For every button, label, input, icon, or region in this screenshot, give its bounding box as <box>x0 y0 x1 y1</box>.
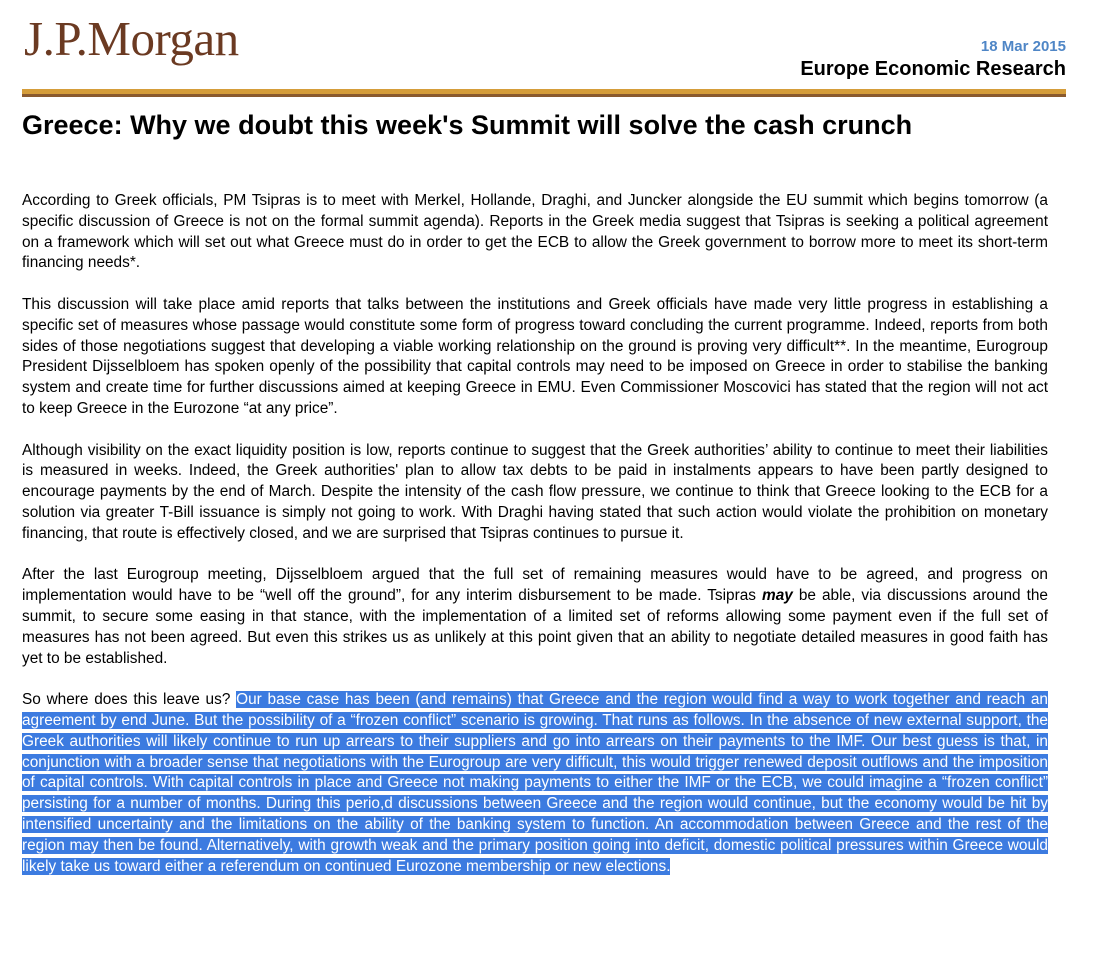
paragraph-4-text-before: After the last Eurogroup meeting, Dijsselbloem argued that the full set of remaining measures would have to be agreed, and progress on implementation would have to be “well off the ground”, for any interim disbursement to be made. Tsipras <box>22 566 1048 605</box>
paragraph-4 <box>22 565 1048 669</box>
document-title: Greece: Why we doubt this week's Summit will solve the cash crunch <box>22 110 913 140</box>
report-date: 18 Mar 2015 <box>980 38 1066 55</box>
paragraph-1: According to Greek officials, PM Tsipras is to meet with Merkel, Hollande, Draghi, and Juncker alongside the EU summit which begins tomorrow (a specific discussion of Greece is not on the formal summit agenda). Reports in the Greek media suggest that Tsipras is seeking a political agreement on a framework which will set out what Greece must do in order to get the ECB to allow the Greek government to borrow more to meet its short-term financing needs*. <box>22 192 1048 272</box>
paragraph-3: Although visibility on the exact liquidity position is low, reports continue to suggest that the Greek authorities’ ability to continue to meet their liabilities is measured in weeks. Indeed, the Greek authorities' plan to allow tax debts to be paid in instalments appears to have been partly designed to encourage payments by the end of March. Despite the intensity of the cash flow pressure, we continue to think that Greece looking to the ECB for a solution via greater T-Bill issuance is simply not going to work. With Draghi having stated that such action would violate the prohibition on monetary financing, that route is effectively closed, and we are surprised that Tsipras continues to pursue it. <box>22 441 1048 542</box>
paragraph-5 <box>22 690 1048 877</box>
document-body <box>22 191 1048 898</box>
paragraph-5-lead: So where does this leave us? <box>22 691 237 709</box>
paragraph-2: This discussion will take place amid reports that talks between the institutions and Greek officials have made very little progress in establishing a specific set of measures whose passage would constitute some form of progress toward concluding the current programme. Indeed, reports from both sides of those negotiations suggest that developing a viable working relationship on the ground is proving very difficult**. In the meantime, Eurogroup President Dijsselbloem has spoken openly of the possibility that capital controls may need to be imposed on Greece in order to stabilise the banking system and create time for further discussions aimed at keeping Greece in EMU. Even Commissioner Moscovici has stated that the region will not act to keep Greece in the Eurozone “at any price”. <box>22 295 1048 417</box>
paragraph-4-text-after: be able, via discussions around the summit, to secure some easing in that stance, with the implementation of a limited set of reforms allowing some payment even if the full set of measures has not been agreed. But even this strikes us as unlikely at this point given that an ability to negotiate detailed measures in good faith has yet to be established. <box>22 587 1048 667</box>
paragraph-4-emphasis: may <box>762 587 793 605</box>
jpmorgan-logo: J.P.Morgan <box>24 11 239 66</box>
selected-text-highlight[interactable]: Our base case has been (and remains) that Greece and the region would find a way to work together and reach an agreement by end June. But the possibility of a “frozen conflict” scenario is growing. That runs as follows. In the absence of new external support, the Greek authorities will likely continue to run up arrears to their suppliers and go into arrears on their payments to the IMF. Our best guess is that, in conjunction with a broader sense that negotiations with the Eurogroup are very difficult, this would trigger renewed deposit outflows and the imposition of capital controls. With capital controls in place and Greece not making payments to either the IMF or the ECB, we could imagine a “frozen conflict” persisting for a number of months. During this perio,d discussions between Greece and the region would continue, but the economy would be hit by intensified uncertainty and the limitations on the ability of the banking system to function. An accommodation between Greece and the rest of the region may then be found. Alternatively, with growth weak and the primary position going into deficit, domestic political pressures within Greece would likely take us toward either a referendum on continued Eurozone membership or new elections. <box>22 691 1048 875</box>
report-series: Europe Economic Research <box>800 58 1066 80</box>
header-rule-brown <box>22 94 1066 97</box>
